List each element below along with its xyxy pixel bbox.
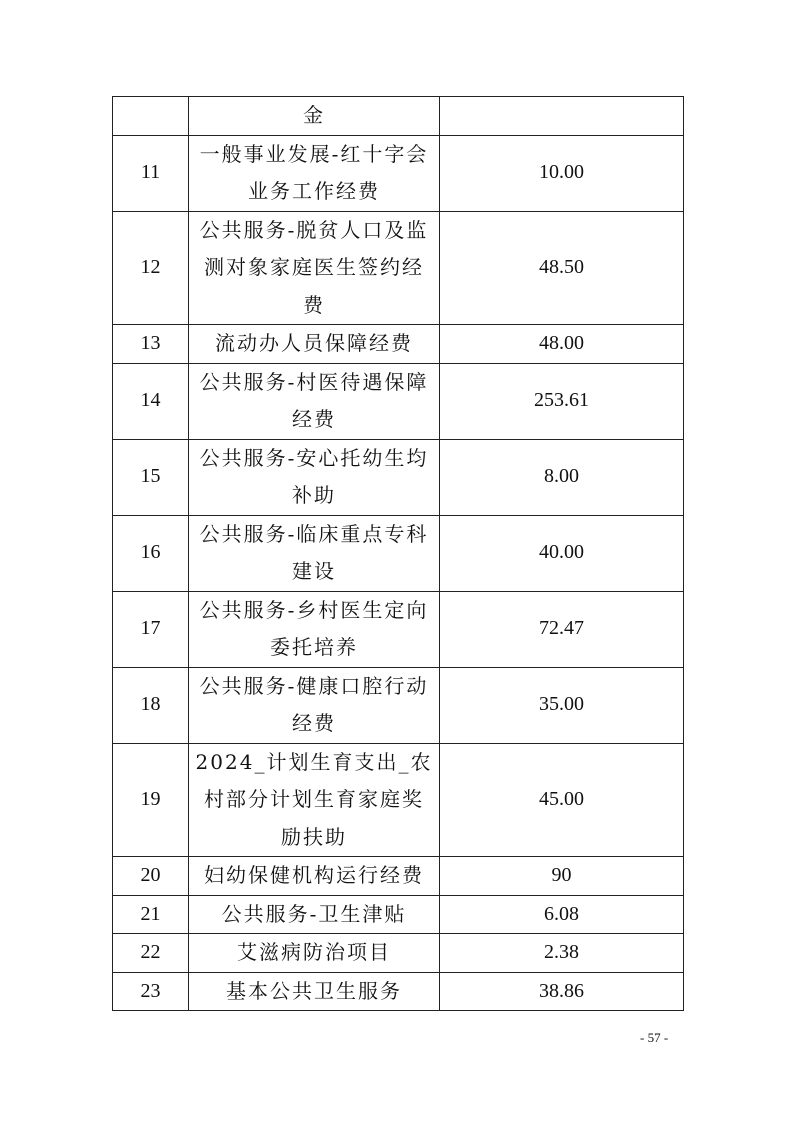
- item-name: 公共服务-乡村医生定向委托培养: [189, 591, 440, 667]
- row-number: [113, 97, 189, 136]
- row-number: 21: [113, 895, 189, 934]
- item-name: 公共服务-健康口腔行动经费: [189, 667, 440, 743]
- amount-cell: 90: [440, 857, 684, 896]
- amount-cell: 45.00: [440, 743, 684, 857]
- item-name: 一般事业发展-红十字会业务工作经费: [189, 135, 440, 211]
- row-number: 13: [113, 325, 189, 364]
- row-number: 15: [113, 439, 189, 515]
- amount-cell: 38.86: [440, 972, 684, 1011]
- item-name: 流动办人员保障经费: [189, 325, 440, 364]
- row-number: 12: [113, 211, 189, 325]
- table-row: [113, 515, 684, 591]
- item-name: 基本公共卫生服务: [189, 972, 440, 1011]
- table-row: [113, 667, 684, 743]
- table-row: [113, 325, 684, 364]
- page-number: - 57 -: [640, 1030, 669, 1045]
- row-number: 19: [113, 743, 189, 857]
- table-row: [113, 135, 684, 211]
- amount-cell: 35.00: [440, 667, 684, 743]
- item-name: 公共服务-卫生津贴: [189, 895, 440, 934]
- row-number: 14: [113, 363, 189, 439]
- amount-cell: 48.00: [440, 325, 684, 364]
- amount-cell: 8.00: [440, 439, 684, 515]
- row-number: 22: [113, 934, 189, 973]
- item-name: 金: [189, 97, 440, 136]
- table-row: [113, 439, 684, 515]
- table-row: [113, 895, 684, 934]
- amount-cell: 6.08: [440, 895, 684, 934]
- item-name: 妇幼保健机构运行经费: [189, 857, 440, 896]
- table-row: [113, 591, 684, 667]
- budget-table: [112, 96, 684, 1011]
- row-number: 23: [113, 972, 189, 1011]
- item-name: 公共服务-临床重点专科建设: [189, 515, 440, 591]
- amount-cell: 253.61: [440, 363, 684, 439]
- amount-cell: 2.38: [440, 934, 684, 973]
- table-row: [113, 363, 684, 439]
- row-number: 20: [113, 857, 189, 896]
- amount-cell: 48.50: [440, 211, 684, 325]
- table-row: [113, 857, 684, 896]
- table-row: [113, 743, 684, 857]
- amount-cell: 40.00: [440, 515, 684, 591]
- amount-cell: 72.47: [440, 591, 684, 667]
- table-row: [113, 211, 684, 325]
- row-number: 18: [113, 667, 189, 743]
- row-number: 17: [113, 591, 189, 667]
- row-number: 11: [113, 135, 189, 211]
- item-name: 2024_计划生育支出_农村部分计划生育家庭奖励扶助: [189, 743, 440, 857]
- table-row: [113, 97, 684, 136]
- row-number: 16: [113, 515, 189, 591]
- item-name: 公共服务-村医待遇保障经费: [189, 363, 440, 439]
- item-name: 艾滋病防治项目: [189, 934, 440, 973]
- table-row: [113, 972, 684, 1011]
- item-name: 公共服务-安心托幼生均补助: [189, 439, 440, 515]
- item-name: 公共服务-脱贫人口及监测对象家庭医生签约经费: [189, 211, 440, 325]
- amount-cell: [440, 97, 684, 136]
- amount-cell: 10.00: [440, 135, 684, 211]
- table-row: [113, 934, 684, 973]
